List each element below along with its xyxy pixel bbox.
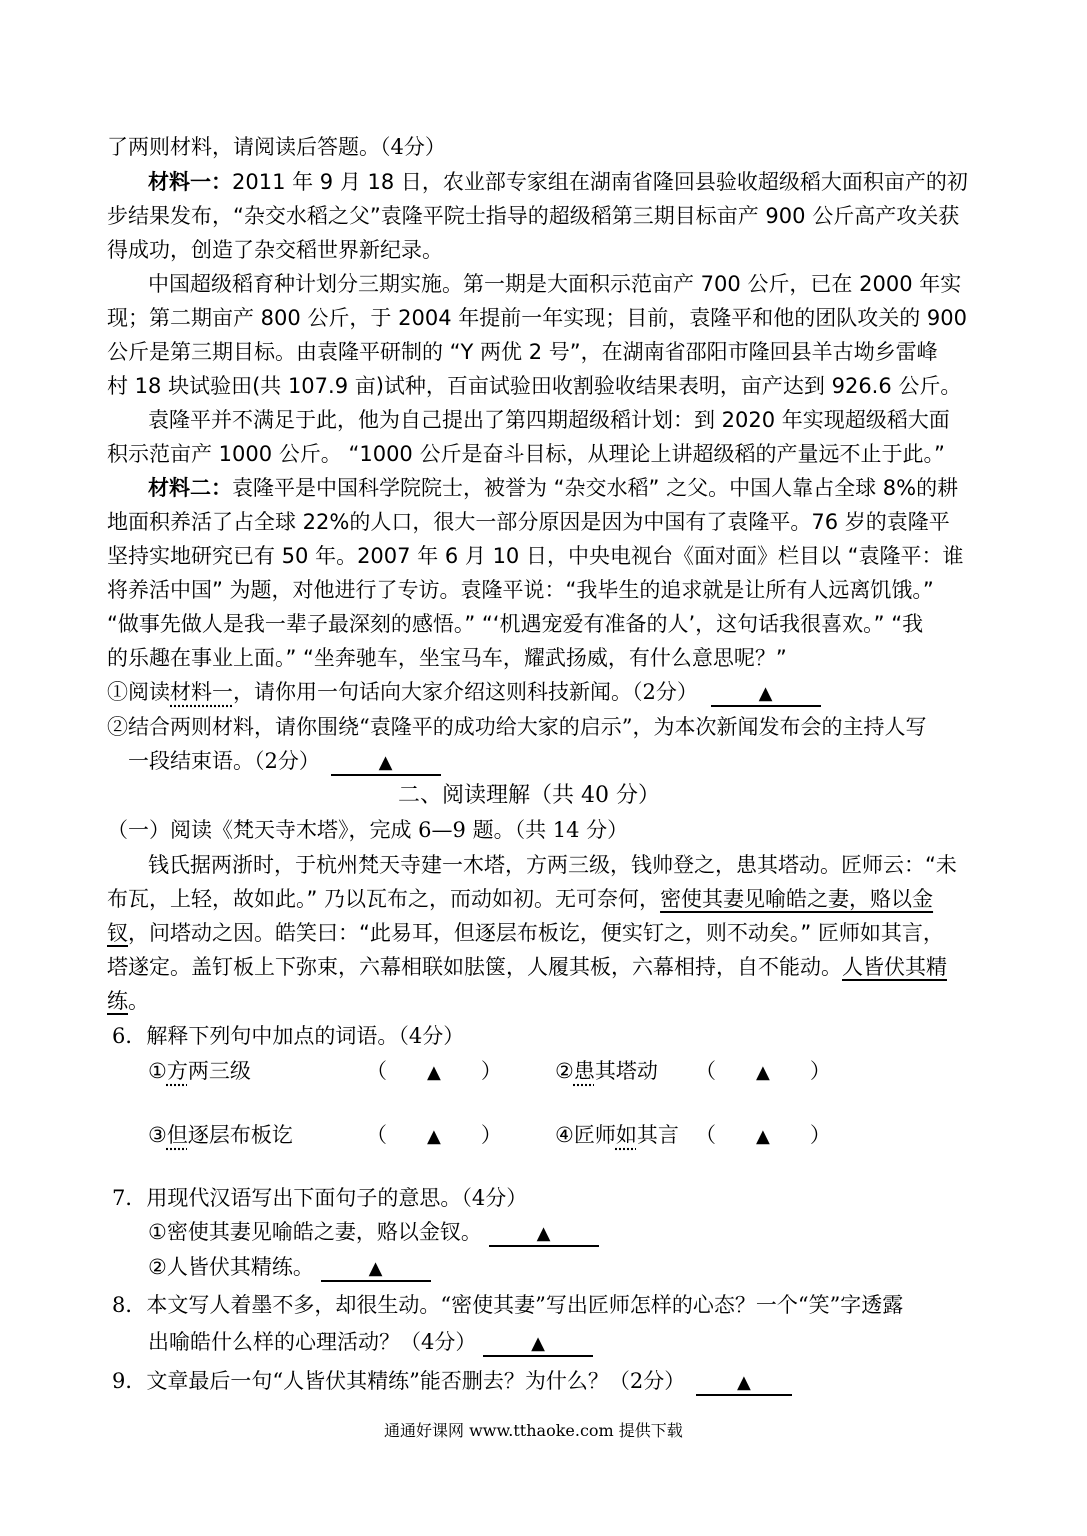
q6-item-4-pre: ④匠师	[555, 1123, 616, 1147]
triangle-icon: ▲	[378, 752, 393, 773]
question-7-stem: 7．用现代汉语写出下面句子的意思。（4分）	[112, 1186, 528, 1210]
material-1-line-1	[148, 167, 968, 197]
passage-underlined: 钗	[107, 921, 128, 945]
q7-s2-answer-blank[interactable]	[321, 1254, 431, 1282]
material-2-line-3: 坚持实地研究已有 50 年。2007 年 6 月 10 日，中央电视台《面对面》栏目以 “袁隆平：谁	[107, 544, 964, 568]
material-1-label: 材料一：	[148, 170, 232, 194]
q1-post: ，请你用一句话向大家介绍这则科技新闻。（2分）	[233, 680, 698, 704]
triangle-icon: ▲	[531, 1333, 545, 1354]
passage-text: 塔遂定。盖钉板上下弥束，六幕相联如胠箧，人履其板，六幕相持，自不能动。	[107, 955, 842, 979]
section-2-heading: 二、阅读理解（共 40 分）	[398, 783, 660, 808]
q2-text: 一段结束语。（2分）	[128, 749, 320, 773]
left-paren: （	[366, 1059, 387, 1083]
material-2-text-1: 袁隆平是中国科学院院士，被誉为 “杂交水稻” 之父。中国人靠占全球 8%的耕	[232, 476, 959, 500]
question-6-stem: 6．解释下列句中加点的词语。（4分）	[112, 1024, 465, 1048]
page-footer: 通通好课网 www.tthaoke.com 提供下载	[384, 1421, 683, 1440]
q6-item-3-dotted: 但	[166, 1123, 188, 1147]
passage-line-1: 钱氏据两浙时，于杭州梵天寺建一木塔，方两三级，钱帅登之，患其塔动。匠师云：“未	[148, 853, 957, 877]
q6-item-2-post: 其塔动	[594, 1059, 658, 1083]
q6-item-4-post: 其言	[636, 1123, 679, 1147]
material-1-p2-line-3: 公斤是第三期目标。由袁隆平研制的 “Y 两优 2 号”，在湖南省邵阳市隆回县羊古坳乡雷峰	[107, 340, 938, 364]
q6-item-3-answer[interactable]	[366, 1120, 502, 1152]
material-2-line-2: 地面积养活了占全球 22%的人口，很大一部分原因是因为中国有了袁隆平。76 岁的袁隆平	[107, 510, 950, 534]
passage-text: 布瓦，上轻，故如此。” 乃以瓦布之，而动如初。无可奈何，	[107, 887, 661, 911]
material-1-p2-line-1: 中国超级稻育种计划分三期实施。第一期是大面积示范亩产 700 公斤，已在 2000 年实	[148, 272, 962, 296]
q6-item-3	[148, 1120, 293, 1150]
triangle-icon: ▲	[536, 1223, 551, 1244]
material-1-p2-line-2: 现；第二期亩产 800 公斤，于 2004 年提前一年实现；目前，袁隆平和他的团队攻关的 900	[107, 306, 967, 330]
q6-item-2-pre: ②	[555, 1059, 574, 1083]
question-2-line-2	[128, 746, 441, 776]
triangle-icon: ▲	[756, 1126, 770, 1147]
subsection-1-heading: （一）阅读《梵天寺木塔》，完成 6—9 题。（共 14 分）	[107, 818, 629, 842]
q6-item-3-post: 逐层布板讫	[187, 1123, 293, 1147]
q6-item-2	[555, 1056, 658, 1086]
material-2-line-6: 的乐趣在事业上面。” “坐奔驰车，坐宝马车，耀武扬威，有什么意思呢？”	[107, 646, 787, 670]
passage-line-2	[107, 884, 933, 914]
passage-line-3	[107, 918, 944, 948]
q8-text: 出喻皓什么样的心理活动？（4分）	[148, 1330, 477, 1354]
left-paren: （	[695, 1123, 716, 1147]
triangle-icon: ▲	[368, 1258, 383, 1279]
passage-text: ，问塔动之因。皓笑曰：“此易耳，但逐层布板讫，便实钉之，则不动矣。” 匠师如其言，	[128, 921, 944, 945]
passage-line-4	[107, 952, 947, 982]
material-1-p3-line-1: 袁隆平并不满足于此，他为自己提出了第四期超级稻计划：到 2020 年实现超级稻大面	[148, 408, 950, 432]
right-paren: ）	[809, 1123, 831, 1147]
q6-item-4-dotted: 如	[615, 1123, 637, 1147]
q7-sentence-2	[148, 1252, 431, 1282]
q6-item-4	[555, 1120, 679, 1150]
question-8-line-2	[148, 1327, 593, 1357]
passage-line-5	[107, 986, 149, 1016]
q6-item-4-answer[interactable]	[695, 1120, 831, 1152]
triangle-icon: ▲	[758, 683, 773, 704]
material-1-p2-line-4: 村 18 块试验田(共 107.9 亩)试种，百亩试验田收割验收结果表明，亩产达到 926.6 公斤。	[107, 374, 962, 398]
q6-item-1-answer[interactable]	[366, 1056, 502, 1088]
right-paren: ）	[480, 1059, 502, 1083]
intro-line: 了两则材料，请阅读后答题。（4分）	[107, 135, 446, 159]
material-2-line-4: 将养活中国” 为题，对他进行了专访。袁隆平说：“我毕生的追求就是让所有人远离饥饿。”	[107, 578, 934, 602]
material-1-line-2: 步结果发布，“杂交水稻之父”袁隆平院士指导的超级稻第三期目标亩产 900 公斤高产攻关获	[107, 204, 960, 228]
q1-answer-blank[interactable]	[711, 679, 821, 707]
left-paren: （	[366, 1123, 387, 1147]
triangle-icon: ▲	[736, 1372, 751, 1393]
q6-item-1	[148, 1056, 251, 1086]
q6-item-2-answer[interactable]	[695, 1056, 831, 1088]
right-paren: ）	[480, 1123, 502, 1147]
q6-item-1-dotted: 方	[166, 1059, 188, 1083]
passage-underlined: 人皆伏其精	[842, 955, 947, 979]
triangle-icon: ▲	[756, 1062, 770, 1083]
triangle-icon: ▲	[427, 1062, 441, 1083]
passage-underlined: 密使其妻见喻皓之妻，赂以金	[660, 887, 934, 911]
triangle-icon: ▲	[427, 1126, 441, 1147]
passage-underlined: 练	[107, 989, 128, 1013]
left-paren: （	[695, 1059, 716, 1083]
material-1-p3-line-2: 积示范亩产 1000 公斤。 “1000 公斤是奋斗目标，从理论上讲超级稻的产量远不止于此。”	[107, 442, 945, 466]
q1-dotted-word: 材料一	[170, 680, 233, 704]
material-1-line-3: 得成功，创造了杂交稻世界新纪录。	[107, 238, 443, 262]
q9-answer-blank[interactable]	[696, 1368, 792, 1396]
material-1-text-1: 2011 年 9 月 18 日，农业部专家组在湖南省隆回县验收超级稻大面积亩产的初	[232, 170, 968, 194]
q7-s1-answer-blank[interactable]	[489, 1219, 599, 1247]
question-9	[112, 1366, 792, 1396]
material-2-line-5: “做事先做人是我一辈子最深刻的感悟。” “‘机遇宠爱有准备的人’，这句话我很喜欢。” “我	[107, 612, 924, 636]
right-paren: ）	[809, 1059, 831, 1083]
q6-item-1-pre: ①	[148, 1059, 167, 1083]
q8-answer-blank[interactable]	[483, 1329, 593, 1357]
material-2-line-1	[148, 473, 958, 503]
q7-sentence-1	[148, 1217, 599, 1247]
material-2-label: 材料二：	[148, 476, 232, 500]
question-1	[107, 677, 821, 707]
question-8-line-1: 8．本文写人着墨不多，却很生动。“密使其妻”写出匠师怎样的心态？一个“笑”字透露	[112, 1293, 904, 1317]
q9-text: 9．文章最后一句“人皆伏其精练”能否删去？为什么？（2分）	[112, 1369, 686, 1393]
q6-item-3-pre: ③	[148, 1123, 167, 1147]
q6-item-2-dotted: 患	[573, 1059, 595, 1083]
q2-answer-blank[interactable]	[331, 748, 441, 776]
q6-item-1-post: 两三级	[187, 1059, 251, 1083]
q1-pre: ①阅读	[107, 680, 170, 704]
passage-text: 。	[128, 989, 149, 1013]
q7-s2-text: ②人皆伏其精练。	[148, 1255, 314, 1279]
q7-s1-text: ①密使其妻见喻皓之妻，赂以金钗。	[148, 1220, 482, 1244]
question-2-line-1: ②结合两则材料，请你围绕“袁隆平的成功给大家的启示”，为本次新闻发布会的主持人写	[107, 715, 927, 739]
